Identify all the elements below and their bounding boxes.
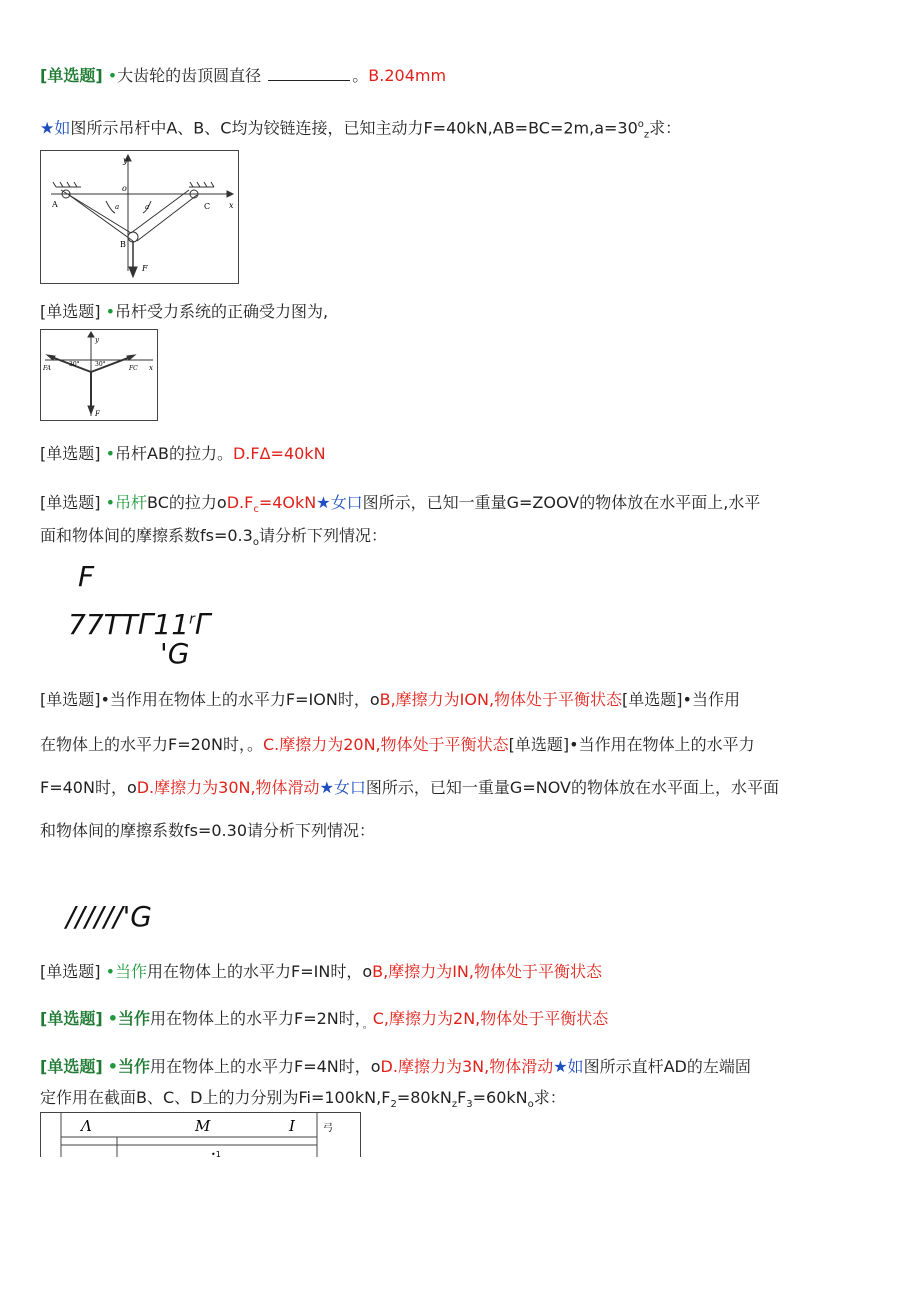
- q5-answer: B,摩擦力为IN,物体处于平衡状态: [372, 962, 602, 981]
- q7-text-line1: 图所示直杆AD的左端固: [583, 1057, 751, 1076]
- figure-rod-ad-svg: [41, 1113, 360, 1157]
- fig2-fa: FA: [43, 365, 51, 372]
- q7-sub3: 3: [466, 1099, 473, 1111]
- block1-l2ans: C.摩擦力为20N,物体处于平衡状态: [262, 735, 509, 754]
- q4-text-line1: 图所示，已知一重量G=ZOOV的物体放在水平面上,水平: [362, 493, 761, 512]
- block1-line1: [40, 690, 740, 710]
- block1-l1a: [单选题]•当作用在物体上的水平力F=ION时，o: [40, 690, 380, 709]
- fig1-o: o: [122, 184, 127, 193]
- q1-answer: B.204mm: [368, 66, 447, 85]
- q3-question: 吊杆AB的拉力: [115, 444, 217, 463]
- block1-line4: [40, 821, 375, 841]
- p1-sup: o: [637, 119, 644, 130]
- q7-q-rest: 用在物体上的水平力F=4N时，o: [149, 1057, 381, 1076]
- q7-bullet: •: [107, 1057, 118, 1076]
- q2-bullet: •: [105, 302, 116, 321]
- q1-tag: [单选题]: [40, 66, 103, 85]
- p1-line: [40, 115, 681, 146]
- q6-answer: C,摩擦力为2N,物体处于平衡状态: [372, 1009, 609, 1028]
- q7-tag: [单选题]: [40, 1057, 103, 1076]
- fig1-x: x: [229, 201, 234, 210]
- fig1-alpha2: a: [145, 203, 150, 211]
- block1-l4: 和物体间的摩擦系数fs=0.30请分析下列情况：: [40, 821, 376, 840]
- figure-force-diagram-svg: [41, 330, 157, 420]
- rod-bc-edge1: [131, 190, 189, 233]
- q7-q-green: 当作: [117, 1057, 150, 1076]
- block1-line2: [40, 735, 755, 755]
- q4-line1: [40, 493, 760, 520]
- block1-l2b: [单选题]•当作用在物体上的水平力: [508, 735, 755, 754]
- star-icon: ★: [316, 493, 331, 512]
- q3-bullet: •: [105, 444, 116, 463]
- fig3-m: M: [195, 1117, 211, 1135]
- p1-lead: 如: [54, 118, 71, 138]
- q4-q-rest: BC的拉力o: [147, 493, 227, 512]
- block1-line3: [40, 778, 779, 798]
- fig2-y: y: [95, 336, 99, 344]
- fig1-f: F: [142, 264, 148, 273]
- fig2-angle1: 30°: [69, 361, 80, 368]
- q4-answer-a: D.F: [226, 493, 254, 512]
- q7-sub-o: o: [527, 1099, 534, 1111]
- sketch1-end: Γ: [194, 608, 211, 641]
- block1-l3a: F=40N时，o: [40, 778, 137, 797]
- q6-q-green: 当作: [117, 1009, 150, 1028]
- q1-question: 大齿轮的齿顶圆直径: [117, 66, 262, 85]
- figure-rod-ad: [40, 1112, 361, 1157]
- fig1-b: B: [120, 240, 126, 249]
- sketch1-sup: r: [189, 611, 195, 628]
- q5-tag: [单选题]: [40, 962, 101, 981]
- rod-bc-edge2: [137, 195, 197, 241]
- q4-bullet: •: [105, 493, 116, 512]
- q4-text-line2: 面和物体间的摩擦系数fs=0.3: [40, 526, 253, 545]
- rod-ab-edge2: [69, 195, 133, 241]
- q7-answer: D.摩擦力为3N,物体滑动: [380, 1057, 554, 1076]
- fig2-fc: FC: [129, 365, 138, 372]
- fig2-f: F: [95, 410, 100, 418]
- q7-end: 求：: [533, 1088, 566, 1107]
- q7-lead: 如: [567, 1057, 584, 1076]
- block1-l3ans: D.摩擦力为30N,物体滑动: [136, 778, 320, 797]
- q3-end: 。: [216, 444, 233, 463]
- block1-l3lead: 女口: [333, 778, 366, 797]
- q7-line1: [40, 1057, 751, 1077]
- q7-tail: =60kN: [472, 1088, 528, 1107]
- q7-text-line2: 定作用在截面B、C、D上的力分别为Fi=100kN,F: [40, 1088, 391, 1107]
- q5-line: [40, 962, 602, 982]
- q4-tag: [单选题]: [40, 493, 101, 512]
- q1-line: [40, 66, 446, 86]
- q6-q-rest: 用在物体上的水平力F=2N时，: [149, 1009, 363, 1028]
- q5-q-rest: 用在物体上的水平力F=IN时，o: [147, 962, 373, 981]
- q7-mid3: F: [457, 1088, 467, 1107]
- q5-q-green: 当作: [115, 962, 148, 981]
- p1-tail: 求：: [649, 118, 682, 138]
- q4-answer-sub: c: [253, 504, 259, 516]
- block1-l1ans: B,摩擦力为ION,物体处于平衡状态: [379, 690, 623, 709]
- q6-bullet: •: [107, 1009, 118, 1028]
- fig3-i: I: [289, 1117, 295, 1135]
- fig2-x: x: [149, 364, 153, 372]
- q6-line: [40, 1009, 608, 1036]
- q2-question: 吊杆受力系统的正确受力图为,: [115, 302, 329, 321]
- figure-hanging-rod: [40, 150, 239, 284]
- p1-sub: z: [643, 129, 650, 141]
- q1-end: 。: [352, 66, 369, 85]
- q4-answer-b: =4OkN: [258, 493, 317, 512]
- q4-q-green: 吊杆: [115, 493, 148, 512]
- q3-line: [40, 444, 326, 464]
- fig3-a: Λ: [81, 1117, 92, 1135]
- sketch1-g: 'G: [160, 637, 190, 670]
- sketch1-f: F: [78, 560, 95, 593]
- q2-tag: [单选题]: [40, 302, 101, 321]
- star-icon: ★: [40, 118, 55, 138]
- block1-l2a: 在物体上的水平力F=20N时，。: [40, 735, 263, 754]
- fig1-y: y: [123, 156, 128, 165]
- q6-mid: 。: [362, 1020, 373, 1032]
- star-icon: ★: [553, 1057, 568, 1076]
- fig3-dot: •1: [211, 1150, 221, 1157]
- q4-line2: [40, 526, 387, 553]
- fig1-alpha1: a: [115, 203, 120, 211]
- q4-lead: 女口: [330, 493, 363, 512]
- fig3-hao: 弓: [323, 1123, 333, 1134]
- q7-mid2: =80kN: [396, 1088, 452, 1107]
- fig2-angle2: 30°: [95, 361, 106, 368]
- q6-tag: [单选题]: [40, 1009, 103, 1028]
- star-icon: ★: [319, 778, 334, 797]
- fig1-c: C: [204, 202, 211, 211]
- q3-answer: D.FΔ=40kN: [232, 444, 326, 463]
- q4-text-line2-tail: 请分析下列情况：: [258, 526, 387, 545]
- block1-l1b: [单选题]•当作用: [622, 690, 740, 709]
- figure-force-diagram: [40, 329, 158, 421]
- sketch1-mid: 77TTΓ11: [68, 608, 190, 641]
- fig1-a: A: [52, 200, 58, 209]
- q5-bullet: •: [105, 962, 116, 981]
- q3-tag: [单选题]: [40, 444, 101, 463]
- q4-text-line2-sub: o: [252, 537, 259, 549]
- block1-l3b: 图所示，已知一重量G=NOV的物体放在水平面上，水平面: [365, 778, 779, 797]
- figure-hanging-rod-svg: [41, 151, 238, 283]
- p1-text: 图所示吊杆中A、B、C均为铰链连接，已知主动力F=40kN,AB=BC=2m,a=30: [70, 118, 638, 138]
- q2-line: [40, 302, 328, 322]
- q1-blank: [268, 66, 350, 81]
- q7-subz: z: [451, 1099, 458, 1111]
- q1-bullet: •: [107, 66, 118, 85]
- sketch2-g: //////'G: [66, 900, 152, 933]
- q7-sub2: 2: [390, 1099, 397, 1111]
